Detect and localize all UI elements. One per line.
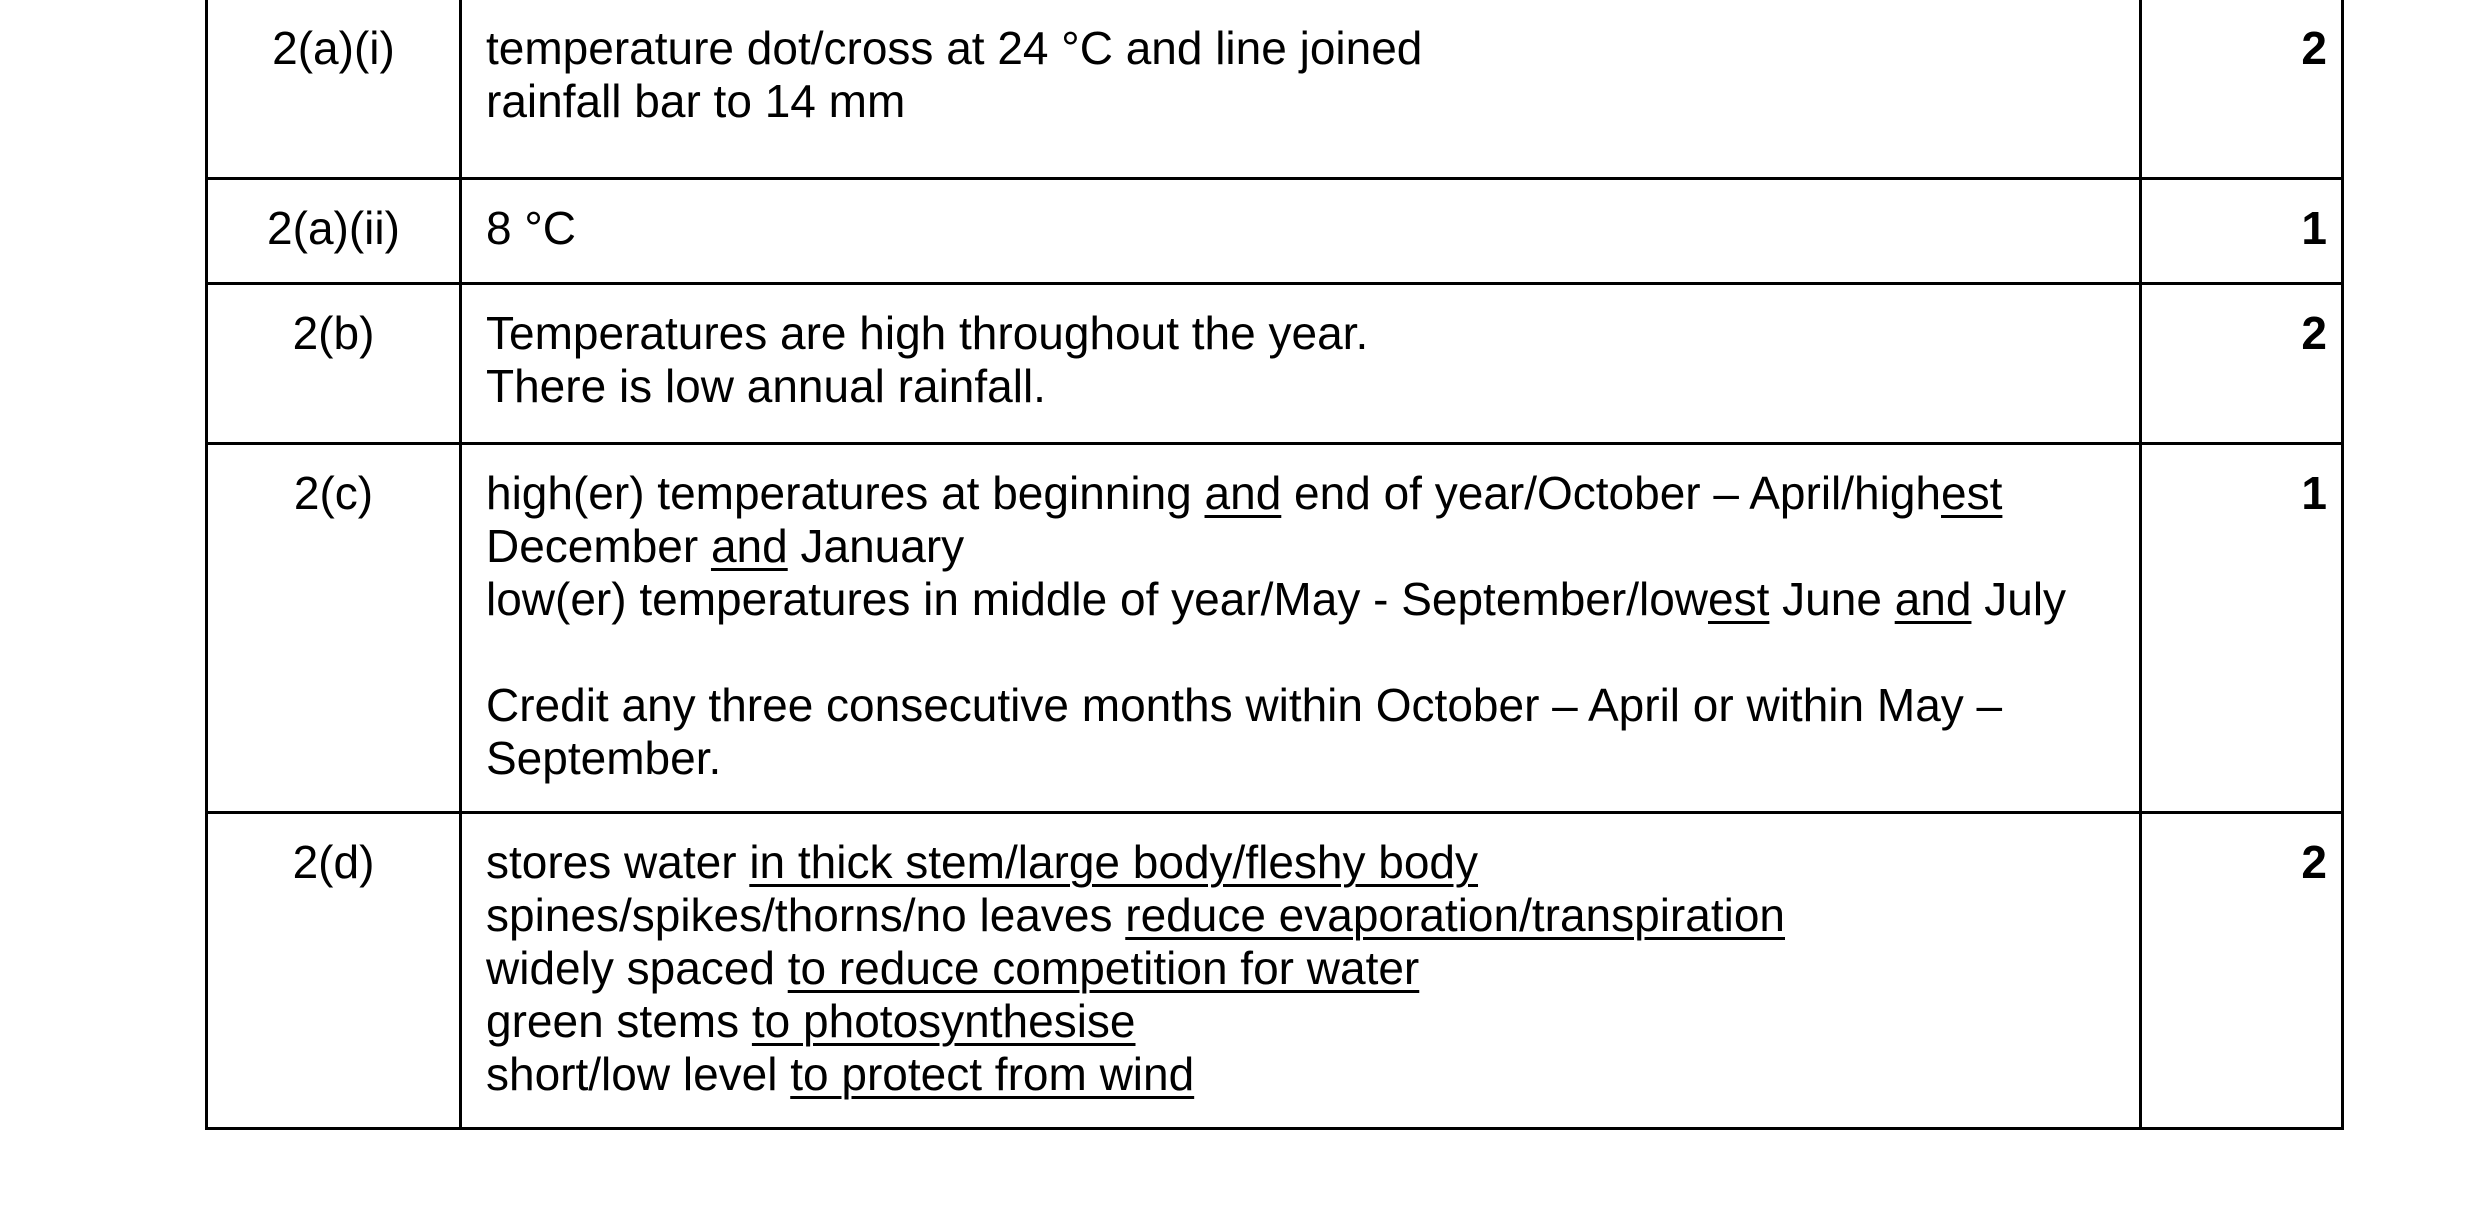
paragraph-gap [486,626,2119,679]
marks-cell: 1 [2141,444,2343,813]
table-row [207,284,2343,444]
answer-text: Temperatures are high throughout the year. [486,307,1369,359]
question-number: 2(c) [207,444,461,813]
answer-line [486,75,2119,128]
answer-text: end of year/October – April/high [1281,467,1942,519]
answer-text: green stems [486,995,752,1047]
underlined-text: and [1894,573,1972,625]
underlined-text: and [710,520,788,572]
answer-text: spines/spikes/thorns/no leaves [486,889,1126,941]
answer-line [486,942,2119,995]
marks-cell: 2 [2141,0,2343,179]
answer-text: short/low level [486,1048,791,1100]
underlined-text: est [1708,573,1770,625]
underlined-text: to protect from wind [790,1048,1195,1100]
answer-line [486,573,2119,626]
answer-text: 8 °C [486,202,576,254]
answer-line [486,307,2119,360]
answer-text: January [787,520,965,572]
answer-cell [461,284,2141,444]
mark-scheme-table [205,0,2344,1130]
table-row [207,0,2343,179]
answer-cell [461,179,2141,284]
table-row [207,813,2343,1129]
marks-cell: 2 [2141,813,2343,1129]
answer-line [486,836,2119,889]
underlined-text: reduce evaporation/transpiration [1125,889,1785,941]
question-number: 2(b) [207,284,461,444]
answer-line [486,520,2119,573]
answer-cell [461,0,2141,179]
mark-scheme-body [207,0,2343,1129]
answer-cell [461,444,2141,813]
marks-cell: 1 [2141,179,2343,284]
answer-cell [461,813,2141,1129]
underlined-text: est [1941,467,2003,519]
underlined-text: and [1204,467,1282,519]
answer-line [486,202,2119,255]
answer-text: high(er) temperatures at beginning [486,467,1205,519]
answer-line [486,360,2119,413]
answer-line [486,995,2119,1048]
question-number: 2(a)(i) [207,0,461,179]
answer-line [486,467,2119,520]
answer-text: temperature dot/cross at 24 °C and line joined [486,22,1423,74]
answer-text: low(er) temperatures in middle of year/May - September/low [486,573,1709,625]
table-row [207,444,2343,813]
answer-text: widely spaced [486,942,788,994]
answer-text: stores water [486,836,750,888]
answer-line [486,22,2119,75]
underlined-text: in thick stem/large body/fleshy body [749,836,1479,888]
underlined-text: to photosynthesise [751,995,1136,1047]
answer-text: There is low annual rainfall. [486,360,1046,412]
answer-line [486,732,2119,785]
table-row [207,179,2343,284]
answer-line [486,1048,2119,1101]
answer-line [486,679,2119,732]
answer-line [486,889,2119,942]
answer-text: rainfall bar to 14 mm [486,75,906,127]
question-number: 2(a)(ii) [207,179,461,284]
marks-cell: 2 [2141,284,2343,444]
answer-text: July [1971,573,2067,625]
answer-text: September. [486,732,722,784]
underlined-text: to reduce competition for water [787,942,1420,994]
answer-text: June [1769,573,1895,625]
answer-text: Credit any three consecutive months within October – April or within May – [486,679,2003,731]
answer-text: December [486,520,711,572]
question-number: 2(d) [207,813,461,1129]
